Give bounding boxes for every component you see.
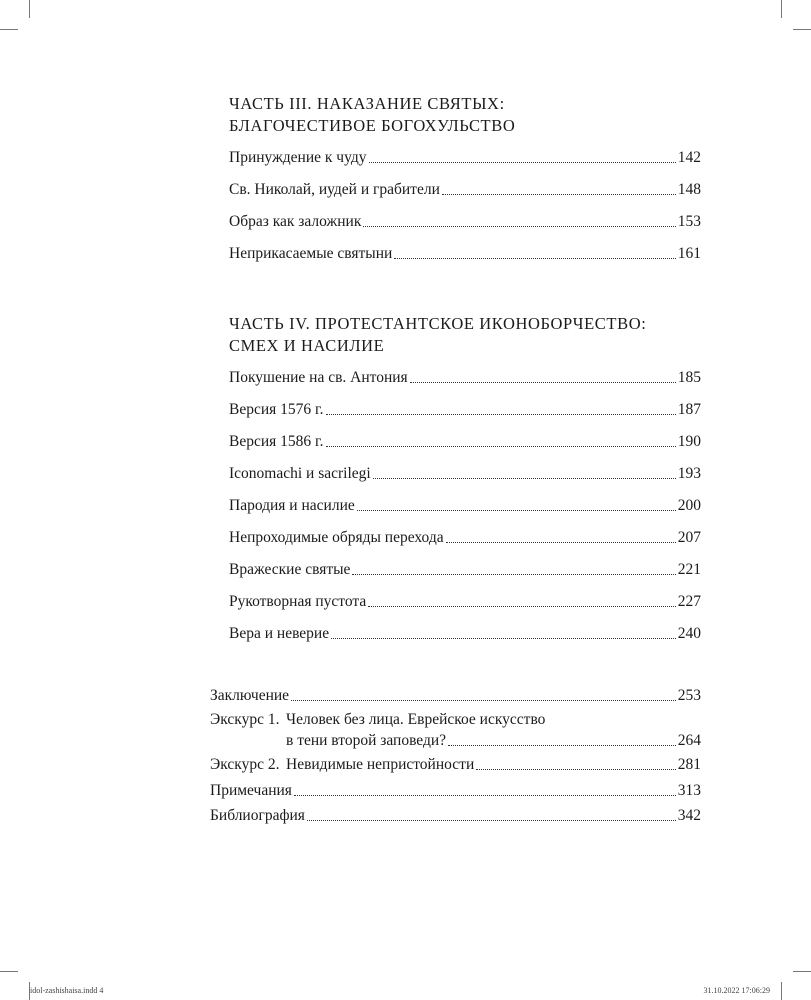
toc-entry[interactable]: Вражеские святые 221: [229, 561, 701, 578]
toc-entry-excursus2[interactable]: Экскурс 2. Невидимые непристойности 281: [210, 756, 701, 773]
toc-entry[interactable]: Неприкасаемые святыни 161: [229, 245, 701, 262]
footer-file-info: idol-zashishaisa.indd 4: [30, 986, 104, 995]
footer-timestamp: 31.10.2022 17:06:29: [703, 986, 770, 995]
crop-mark-top-left: [29, 0, 30, 18]
crop-mark-bottom-right: [781, 982, 782, 1000]
toc-entry[interactable]: Св. Николай, иудей и грабители 148: [229, 181, 701, 198]
leader-dots: [448, 744, 676, 746]
crop-mark-top-right-h: [793, 29, 811, 30]
leader-dots: [294, 794, 676, 796]
leader-dots: [326, 413, 676, 415]
toc-entry[interactable]: Принуждение к чуду 142: [229, 149, 701, 166]
crop-mark-top-right: [781, 0, 782, 18]
toc-entry[interactable]: Вера и неверие 240: [229, 625, 701, 642]
excursus1-label: Экскурс 1.: [210, 711, 280, 728]
toc-entry[interactable]: Рукотворная пустота 227: [229, 593, 701, 610]
part4-title-line1: ЧАСТЬ IV. ПРОТЕСТАНТСКОЕ ИКОНОБОРЧЕСТВО:: [229, 314, 647, 333]
leader-dots: [357, 509, 676, 511]
part3-title: [229, 93, 709, 137]
leader-dots: [410, 381, 676, 383]
toc-entry-bibliography[interactable]: Библиография 342: [210, 807, 701, 824]
crop-mark-bottom-left-h: [0, 971, 18, 972]
toc-entry-excursus1-line1[interactable]: Экскурс 1. Человек без лица. Еврейское искусство: [210, 711, 546, 728]
part3-title-line1: ЧАСТЬ III. НАКАЗАНИЕ СВЯТЫХ:: [229, 94, 505, 113]
leader-dots: [446, 541, 676, 543]
toc-entry-excursus1-line2[interactable]: в тени второй заповеди? 264: [286, 732, 701, 749]
toc-entry[interactable]: Непроходимые обряды перехода 207: [229, 529, 701, 546]
toc-entry[interactable]: Покушение на св. Антония 185: [229, 369, 701, 386]
leader-dots: [363, 225, 675, 227]
leader-dots: [307, 819, 676, 821]
leader-dots: [326, 445, 676, 447]
leader-dots: [442, 193, 676, 195]
toc-entry-notes[interactable]: Примечания 313: [210, 782, 701, 799]
part3-title-line2: БЛАГОЧЕСТИВОЕ БОГОХУЛЬСТВО: [229, 116, 516, 135]
leader-dots: [476, 768, 676, 770]
leader-dots: [331, 637, 676, 639]
part4-title: [229, 313, 709, 357]
excursus2-label: Экскурс 2.: [210, 756, 280, 773]
toc-entry[interactable]: Пародия и насилие 200: [229, 497, 701, 514]
leader-dots: [394, 257, 675, 259]
leader-dots: [373, 477, 676, 479]
leader-dots: [369, 161, 676, 163]
toc-entry-conclusion[interactable]: Заключение 253: [210, 687, 701, 704]
toc-entry[interactable]: Iconomachi и sacrilegi 193: [229, 465, 701, 482]
crop-mark-top-left-h: [0, 29, 18, 30]
part4-title-line2: СМЕХ И НАСИЛИЕ: [229, 336, 385, 355]
toc-entry[interactable]: Версия 1576 г. 187: [229, 401, 701, 418]
toc-entry[interactable]: Версия 1586 г. 190: [229, 433, 701, 450]
crop-mark-bottom-right-h: [793, 971, 811, 972]
leader-dots: [368, 605, 676, 607]
leader-dots: [352, 573, 675, 575]
leader-dots: [291, 699, 676, 701]
toc-entry[interactable]: Образ как заложник 153: [229, 213, 701, 230]
